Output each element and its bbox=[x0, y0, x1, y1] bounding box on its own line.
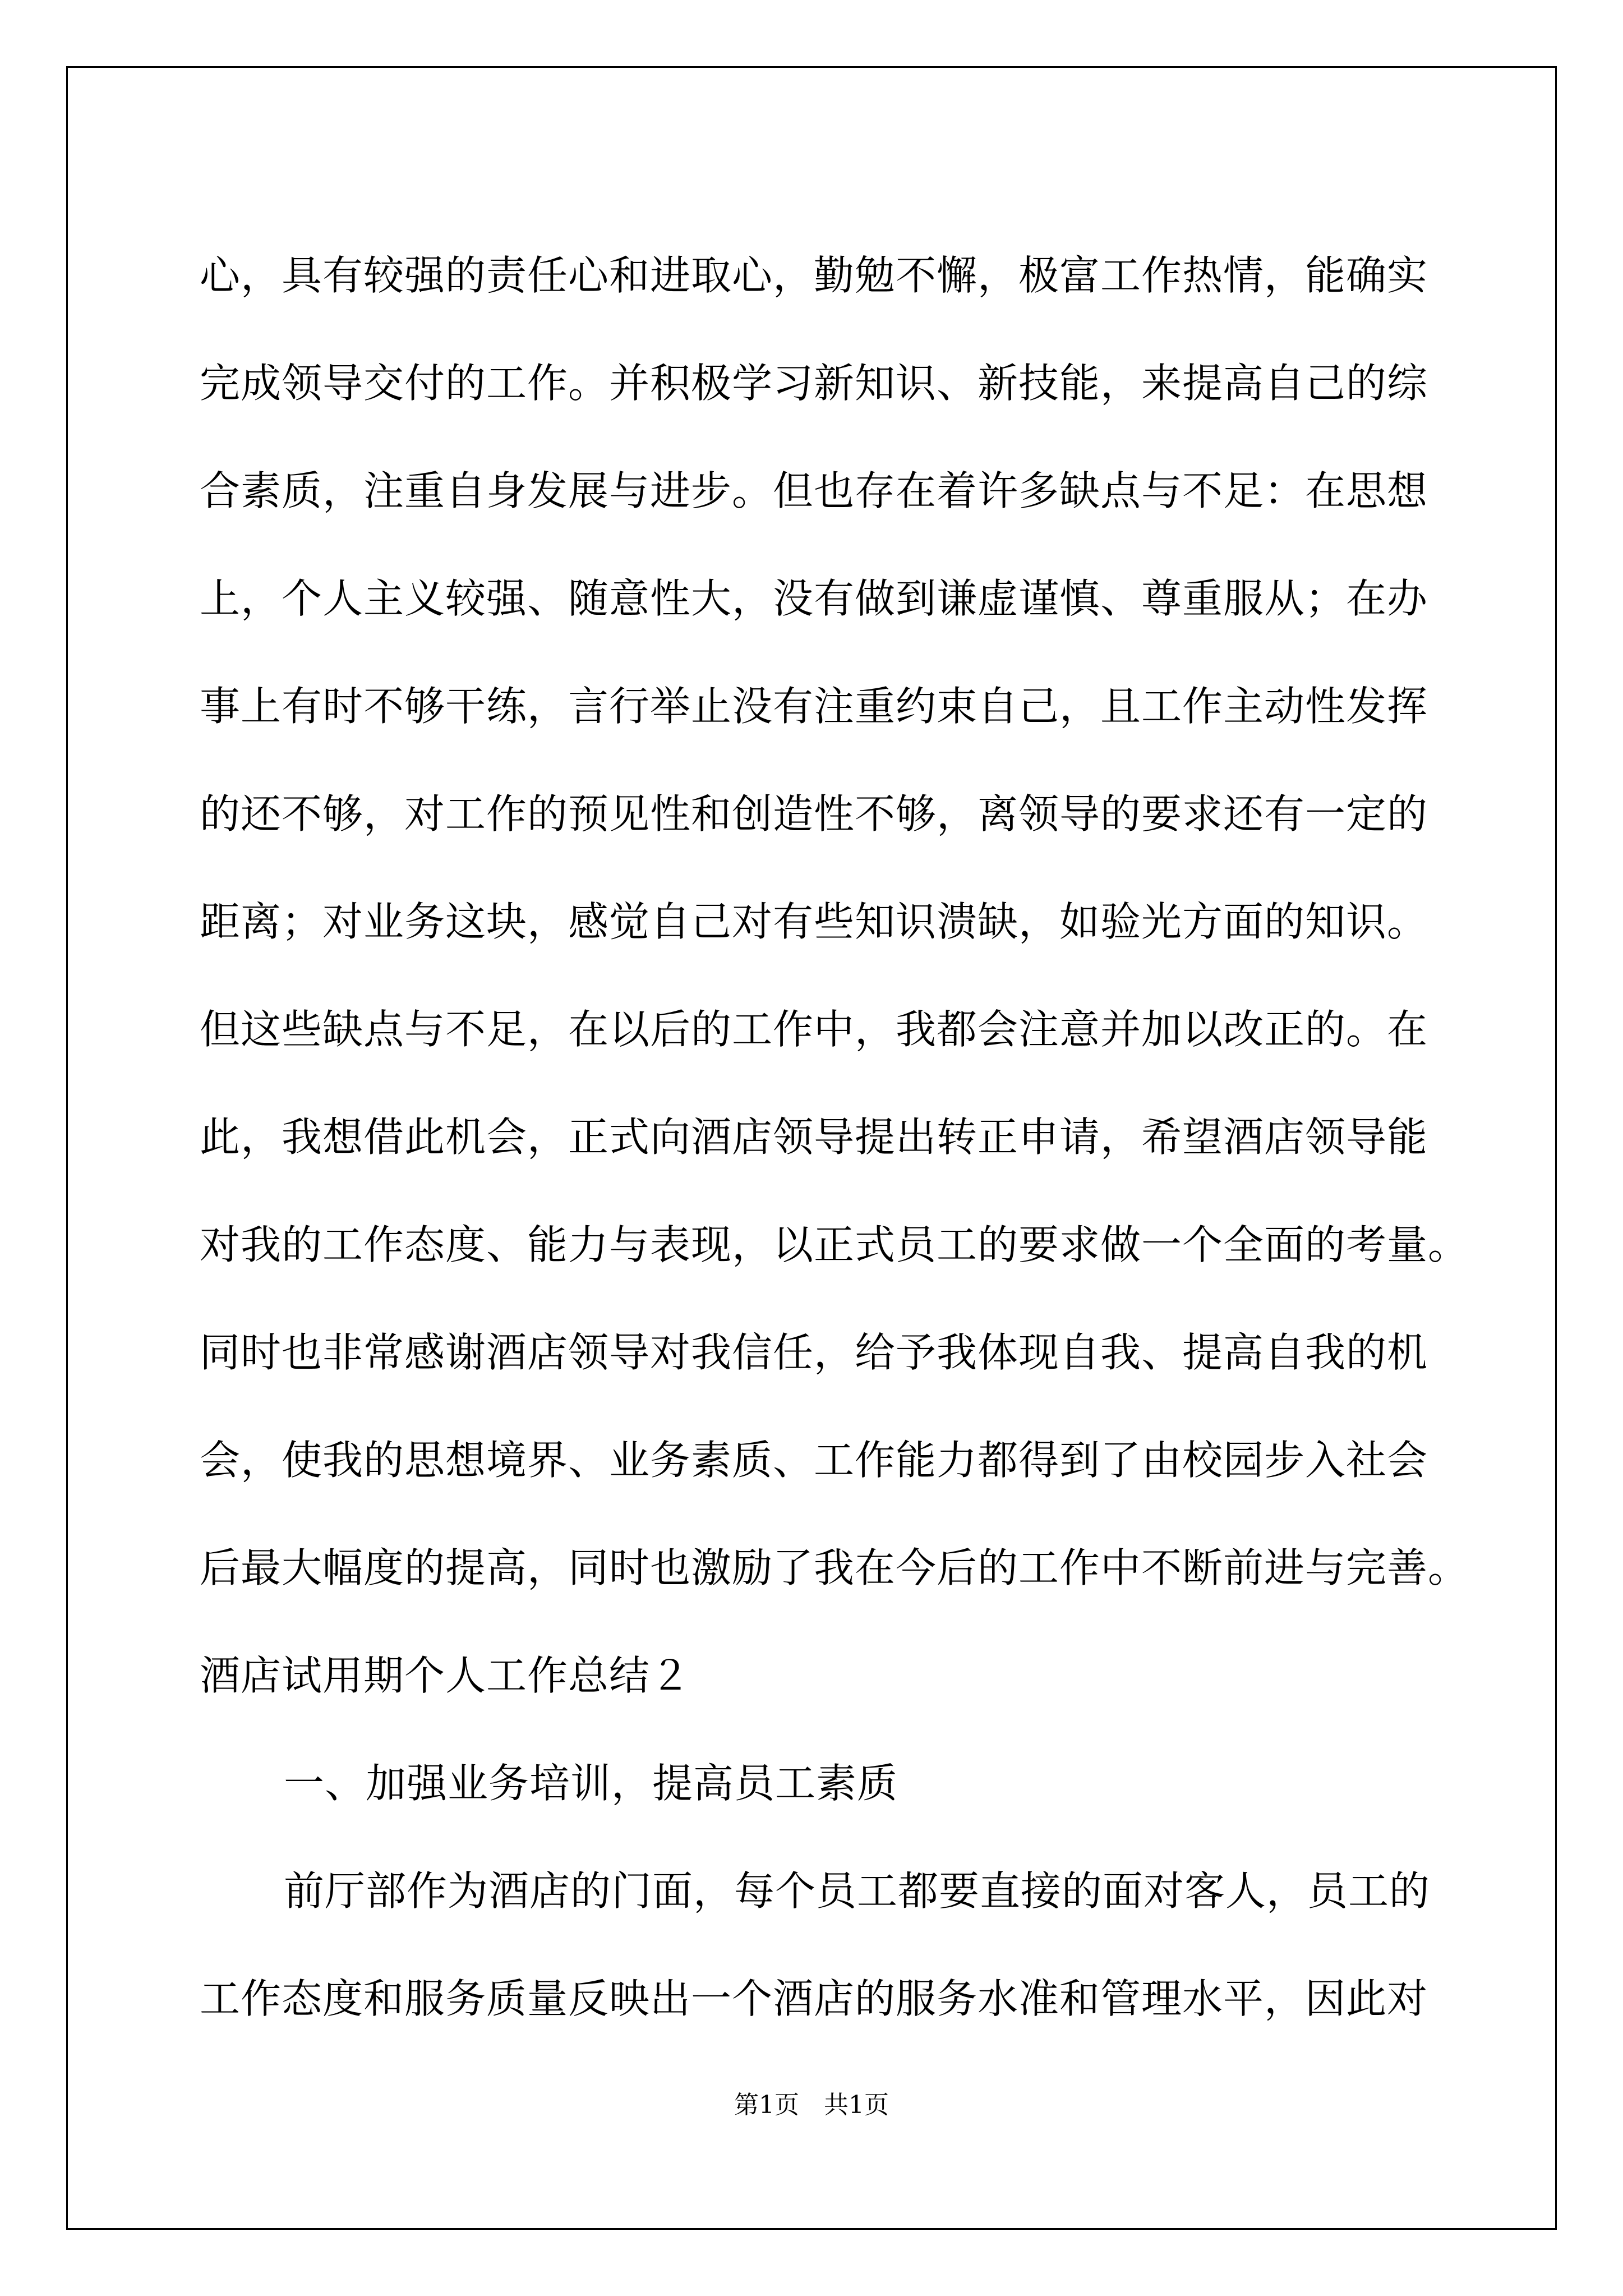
paragraph2-line-2: 工作态度和服务质量反映出一个酒店的服务水准和管理水平，因此对 bbox=[200, 1975, 1428, 2022]
text-line-6: 的还不够，对工作的预见性和创造性不够，离领导的要求还有一定的 bbox=[200, 790, 1428, 838]
section-title: 酒店试用期个人工作总结２ bbox=[200, 1652, 691, 1699]
paragraph2-line-1: 前厅部作为酒店的门面，每个员工都要直接的面对客人，员工的 bbox=[284, 1867, 1431, 1915]
text-line-7: 距离；对业务这块，感觉自己对有些知识溃缺，如验光方面的知识。 bbox=[200, 898, 1428, 945]
text-line-9: 此，我想借此机会，正式向酒店领导提出转正申请，希望酒店领导能 bbox=[200, 1114, 1428, 1161]
text-line-3: 合素质，注重自身发展与进步。但也存在着许多缺点与不足：在思想 bbox=[200, 467, 1428, 514]
text-line-10: 对我的工作态度、能力与表现，以正式员工的要求做一个全面的考量。 bbox=[200, 1221, 1469, 1268]
subheading: 一、加强业务培训，提高员工素质 bbox=[284, 1760, 898, 1807]
text-line-11: 同时也非常感谢酒店领导对我信任，给予我体现自我、提高自我的机 bbox=[200, 1329, 1428, 1376]
page-footer: 第1页 共1页 bbox=[734, 2091, 889, 2119]
text-line-8: 但这些缺点与不足，在以后的工作中，我都会注意并加以改正的。在 bbox=[200, 1006, 1428, 1053]
document-body bbox=[200, 222, 1469, 2053]
text-line-12: 会，使我的思想境界、业务素质、工作能力都得到了由校园步入社会 bbox=[200, 1437, 1428, 1484]
text-line-4: 上，个人主义较强、随意性大，没有做到谦虚谨慎、尊重服从；在办 bbox=[200, 575, 1428, 622]
text-line-13: 后最大幅度的提高，同时也激励了我在今后的工作中不断前进与完善。 bbox=[200, 1544, 1469, 1591]
text-line-5: 事上有时不够干练，言行举止没有注重约束自己，且工作主动性发挥 bbox=[200, 683, 1428, 730]
text-line-1: 心，具有较强的责任心和进取心，勤勉不懈，极富工作热情，能确实 bbox=[200, 252, 1428, 299]
text-line-2: 完成领导交付的工作。并积极学习新知识、新技能，来提高自己的综 bbox=[200, 360, 1428, 407]
